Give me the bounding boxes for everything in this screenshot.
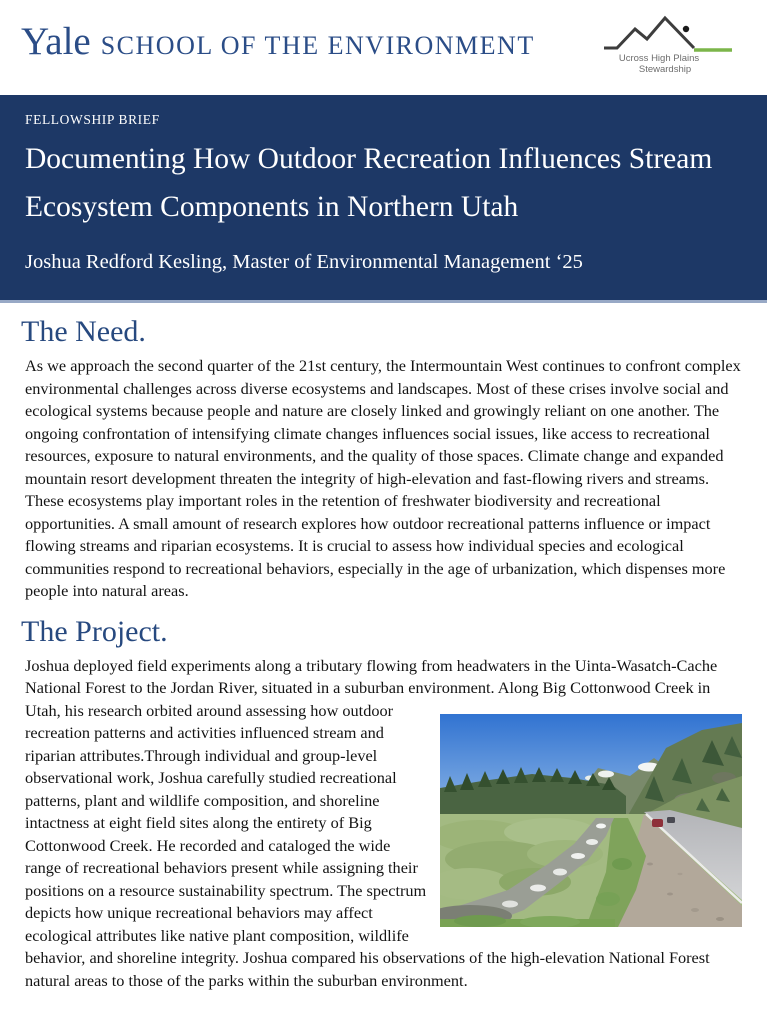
dark-car-icon (667, 817, 675, 823)
yale-wordmark-school: SCHOOL OF THE ENVIRONMENT (100, 31, 535, 60)
page-title: Documenting How Outdoor Recreation Influences Stream Ecosystem Components in Northern Utah (25, 143, 713, 223)
project-text-rest: Utah, his research orbited around assessing how outdoor recreation patterns and activities influenced stream and riparian attributes.Through individual and group-level observational work, Joshua carefully studied recreational patterns, plant and wildlife composition, and shoreline intactness at eight field sites along the entirety of Big Cottonwood Creek. He recorded and cataloged the wide range of recreational behaviors present while assigning their positions on a resource sustainability spectrum. The spectrum depicts how unique recreational behaviors may affect ecological attributes like native plant composition, wildlife behavior, and shoreline integrity. Joshua compared his observations of the high-elevation National Forest natural areas to those of the parks within the suburban environment. (25, 700, 710, 990)
yale-wordmark-yale: Yale (21, 20, 91, 63)
author-line: Joshua Redford Kesling, Master of Environmental Management ‘25 (25, 250, 583, 273)
project-section-heading: The Project. (21, 614, 168, 648)
ucross-mountain-icon (599, 12, 739, 74)
title-banner (0, 95, 767, 303)
need-section-heading: The Need. (21, 315, 146, 348)
logo-dot-icon (683, 26, 689, 32)
project-section-paragraph (25, 655, 742, 993)
creek-valley-photo (440, 714, 742, 927)
page-header (0, 0, 767, 95)
logo-text-line2: Stewardship (638, 64, 692, 74)
creek-valley-photo-illustration (440, 714, 742, 927)
project-text-start: Joshua deployed field experiments along a tributary flowing from headwaters in the Uinta-Wasatch-Cache National Forest to the Jordan River, situated in a suburban environment. Along Big Cottonwood Creek in (25, 655, 718, 697)
red-car-icon (652, 819, 663, 827)
yale-wordmark (21, 22, 535, 61)
logo-text-line1: Ucross High Plains (618, 53, 700, 64)
eyebrow-label: FELLOWSHIP BRIEF (25, 112, 160, 127)
ucross-logo (599, 12, 739, 74)
document-body (0, 314, 767, 992)
need-section-paragraph: As we approach the second quarter of the 21st century, the Intermountain West continues to confront complex environmental challenges across diverse ecosystems and landscapes. Most of these crises involve social and ecological systems because people and nature are closely linked and growingly reliant on one another. The ongoing confrontation of intensifying climate changes influences social issues, like access to recreational resources, exposure to natural environments, and the quality of those spaces. Climate change and expanded mountain resort development threaten the integrity of high-elevation and fast-flowing rivers and streams. These ecosystems play important roles in the retention of freshwater biodiversity and recreational opportunities. A small amount of research explores how outdoor recreational patterns influence or impact flowing streams and riparian ecosystems. It is crucial to assess how individual species and ecological communities respond to recreational behaviors, especially in the age of urbanization, which dispenses more people into natural areas. (25, 356, 741, 600)
